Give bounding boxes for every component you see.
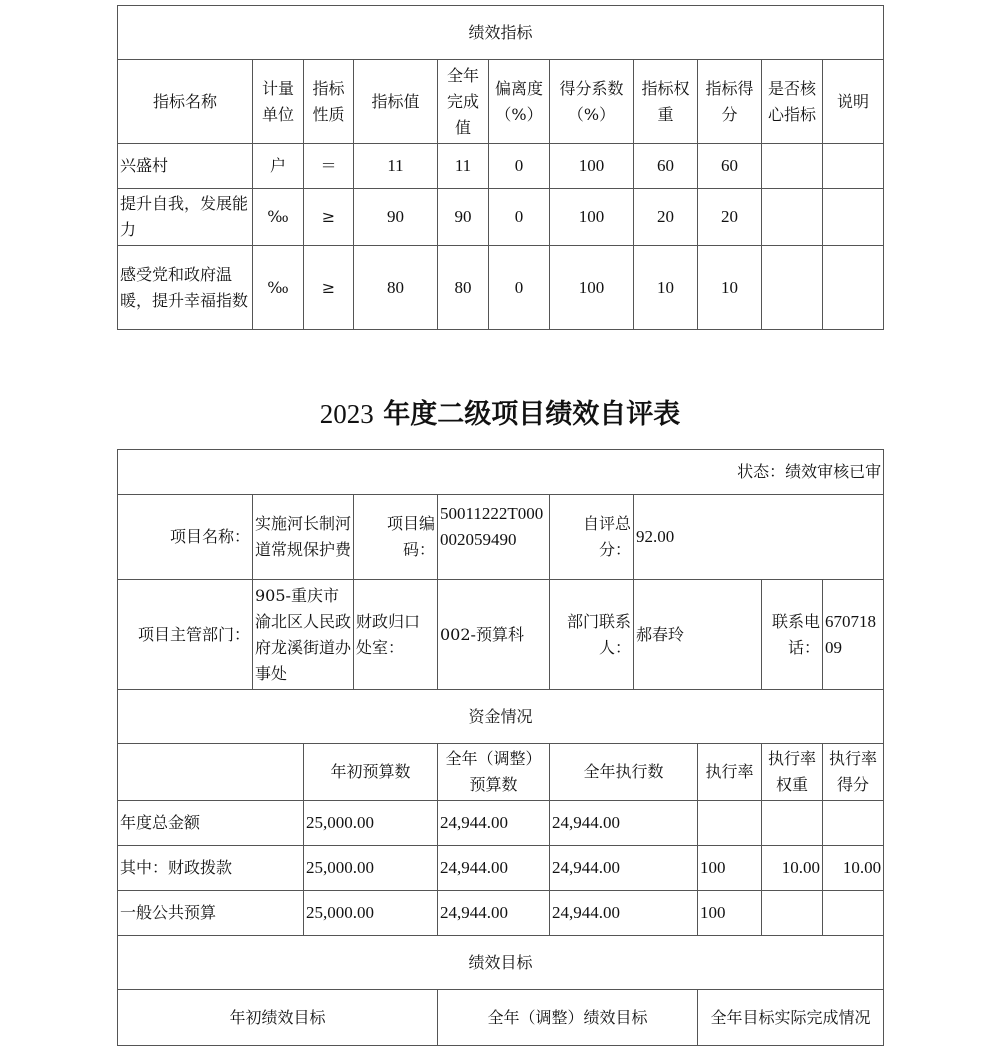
col-execution-rate: 执行率 bbox=[698, 744, 762, 801]
cell-unit: 户 bbox=[253, 144, 304, 189]
col-deviation: 偏离度（%） bbox=[489, 60, 550, 144]
col-initial-budget: 年初预算数 bbox=[304, 744, 438, 801]
indicator-column-headers bbox=[118, 60, 884, 144]
cell-indicator-name: 兴盛村 bbox=[118, 144, 253, 189]
funds-row-label: 年度总金额 bbox=[118, 801, 304, 846]
cell-annual-completed: 80 bbox=[438, 246, 489, 330]
status-text: 状态：绩效审核已审 bbox=[118, 450, 884, 495]
cell-weight: 60 bbox=[634, 144, 698, 189]
project-name-label: 项目名称： bbox=[118, 495, 253, 580]
col-execution-score: 执行率得分 bbox=[823, 744, 884, 801]
cell-unit: ‰ bbox=[253, 189, 304, 246]
cell-unit: ‰ bbox=[253, 246, 304, 330]
col-actual-completion: 全年目标实际完成情况 bbox=[698, 990, 884, 1046]
cell-execution-weight bbox=[762, 891, 823, 936]
col-indicator-name: 指标名称 bbox=[118, 60, 253, 144]
col-target-value: 指标值 bbox=[354, 60, 438, 144]
page-title bbox=[0, 392, 1000, 431]
cell-deviation: 0 bbox=[489, 189, 550, 246]
col-unit: 计量单位 bbox=[253, 60, 304, 144]
cell-note bbox=[823, 189, 884, 246]
col-is-core: 是否核心指标 bbox=[762, 60, 823, 144]
phone-label: 联系电话： bbox=[762, 580, 823, 690]
cell-deviation: 0 bbox=[489, 246, 550, 330]
col-adjusted-budget: 全年（调整）预算数 bbox=[438, 744, 550, 801]
self-score-value: 92.00 bbox=[634, 495, 884, 580]
cell-score-coef: 100 bbox=[550, 144, 634, 189]
contact-label: 部门联系人： bbox=[550, 580, 634, 690]
col-score: 指标得分 bbox=[698, 60, 762, 144]
cell-initial-budget: 25,000.00 bbox=[304, 891, 438, 936]
indicator-table bbox=[117, 5, 884, 330]
cell-weight: 10 bbox=[634, 246, 698, 330]
table-row bbox=[118, 846, 884, 891]
cell-execution-weight bbox=[762, 801, 823, 846]
project-code-value: 50011222T000002059490 bbox=[438, 495, 550, 580]
cell-indicator-name: 感受党和政府温暖，提升幸福指数 bbox=[118, 246, 253, 330]
col-nature: 指标性质 bbox=[304, 60, 354, 144]
cell-annual-execution: 24,944.00 bbox=[550, 801, 698, 846]
cell-nature: ＝ bbox=[304, 144, 354, 189]
funds-col-blank bbox=[118, 744, 304, 801]
finance-dept-label: 财政归口处室： bbox=[354, 580, 438, 690]
cell-annual-execution: 24,944.00 bbox=[550, 891, 698, 936]
cell-target-value: 80 bbox=[354, 246, 438, 330]
cell-execution-score bbox=[823, 801, 884, 846]
project-name-value: 实施河长制河道常规保护费 bbox=[253, 495, 354, 580]
cell-is-core bbox=[762, 144, 823, 189]
cell-score: 20 bbox=[698, 189, 762, 246]
finance-dept-value: 002-预算科 bbox=[438, 580, 550, 690]
cell-note bbox=[823, 246, 884, 330]
cell-execution-rate: 100 bbox=[698, 891, 762, 936]
cell-score-coef: 100 bbox=[550, 246, 634, 330]
cell-deviation: 0 bbox=[489, 144, 550, 189]
cell-note bbox=[823, 144, 884, 189]
cell-score-coef: 100 bbox=[550, 189, 634, 246]
col-note: 说明 bbox=[823, 60, 884, 144]
self-evaluation-table bbox=[117, 449, 884, 1046]
col-annual-execution: 全年执行数 bbox=[550, 744, 698, 801]
title-text: 年度二级项目绩效自评表 bbox=[383, 399, 681, 430]
cell-adjusted-budget: 24,944.00 bbox=[438, 801, 550, 846]
phone-value: 67071809 bbox=[823, 580, 884, 690]
department-info-row bbox=[118, 580, 884, 690]
dept-value: 905-重庆市渝北区人民政府龙溪街道办事处 bbox=[253, 580, 354, 690]
dept-label: 项目主管部门： bbox=[118, 580, 253, 690]
col-adjusted-goal: 全年（调整）绩效目标 bbox=[438, 990, 698, 1046]
cell-initial-budget: 25,000.00 bbox=[304, 801, 438, 846]
funds-column-headers bbox=[118, 744, 884, 801]
goals-column-headers bbox=[118, 990, 884, 1046]
table-row bbox=[118, 144, 884, 189]
self-score-label: 自评总分： bbox=[550, 495, 634, 580]
cell-annual-completed: 11 bbox=[438, 144, 489, 189]
contact-value: 郝春玲 bbox=[634, 580, 762, 690]
cell-nature: ≥ bbox=[304, 189, 354, 246]
cell-is-core bbox=[762, 246, 823, 330]
project-code-label: 项目编码： bbox=[354, 495, 438, 580]
cell-initial-budget: 25,000.00 bbox=[304, 846, 438, 891]
table-row bbox=[118, 189, 884, 246]
project-info-row bbox=[118, 495, 884, 580]
cell-weight: 20 bbox=[634, 189, 698, 246]
col-score-coef: 得分系数（%） bbox=[550, 60, 634, 144]
cell-adjusted-budget: 24,944.00 bbox=[438, 846, 550, 891]
cell-is-core bbox=[762, 189, 823, 246]
cell-nature: ≥ bbox=[304, 246, 354, 330]
col-initial-goal: 年初绩效目标 bbox=[118, 990, 438, 1046]
cell-annual-execution: 24,944.00 bbox=[550, 846, 698, 891]
cell-score: 10 bbox=[698, 246, 762, 330]
cell-target-value: 90 bbox=[354, 189, 438, 246]
table-row bbox=[118, 246, 884, 330]
funds-row-label: 其中：财政拨款 bbox=[118, 846, 304, 891]
col-weight: 指标权重 bbox=[634, 60, 698, 144]
title-year: 2023 bbox=[319, 399, 374, 429]
table-row bbox=[118, 891, 884, 936]
cell-adjusted-budget: 24,944.00 bbox=[438, 891, 550, 936]
cell-annual-completed: 90 bbox=[438, 189, 489, 246]
cell-execution-weight: 10.00 bbox=[762, 846, 823, 891]
cell-execution-score: 10.00 bbox=[823, 846, 884, 891]
cell-execution-rate: 100 bbox=[698, 846, 762, 891]
table-row bbox=[118, 801, 884, 846]
indicator-table-header: 绩效指标 bbox=[118, 6, 884, 60]
cell-indicator-name: 提升自我，发展能力 bbox=[118, 189, 253, 246]
cell-execution-score bbox=[823, 891, 884, 936]
col-annual-completed: 全年完成值 bbox=[438, 60, 489, 144]
funds-header: 资金情况 bbox=[118, 690, 884, 744]
col-execution-weight: 执行率权重 bbox=[762, 744, 823, 801]
goals-header: 绩效目标 bbox=[118, 936, 884, 990]
cell-score: 60 bbox=[698, 144, 762, 189]
cell-target-value: 11 bbox=[354, 144, 438, 189]
funds-row-label: 一般公共预算 bbox=[118, 891, 304, 936]
cell-execution-rate bbox=[698, 801, 762, 846]
